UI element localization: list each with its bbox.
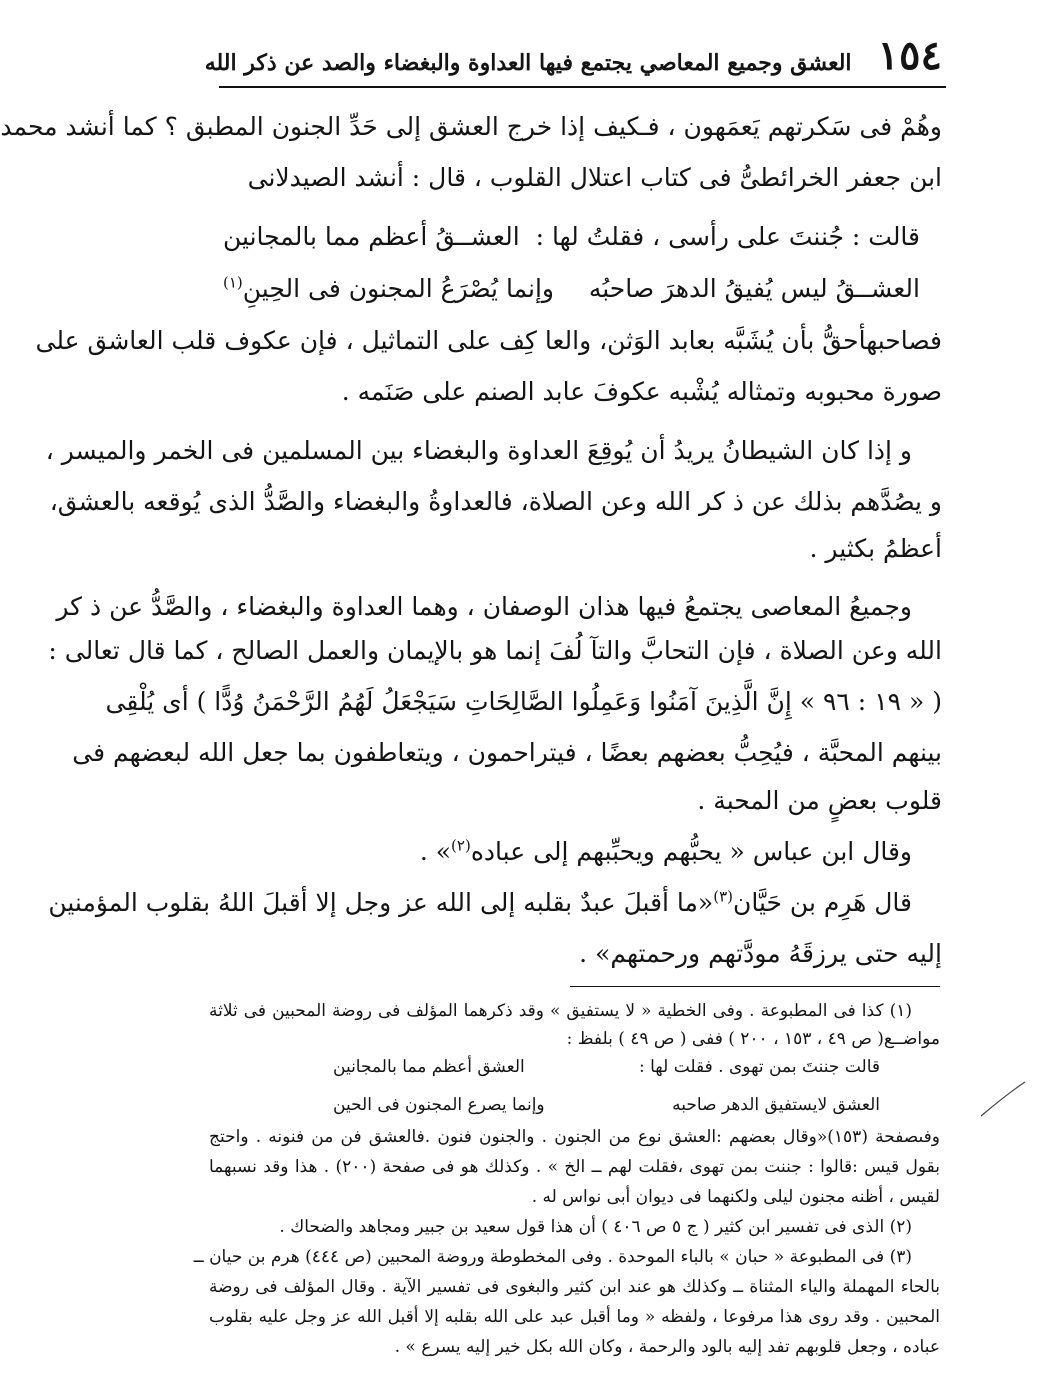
text-line: وجميعُ المعاصى يجتمعُ فيها هذان الوصفان ، وهما العداوة والبغضاء ، والصَّدُّ عن ذ كر	[56, 592, 912, 621]
footnote-rule	[570, 986, 940, 987]
verse-second-hemistich: العشق أعظم مما بالمجانين	[333, 1057, 525, 1077]
footnote-line: (١) كذا فى المطبوعة . وفى الخطية « لا يستفيق » وقد ذكرهما المؤلف فى روضة المحبين فى ثلاثة	[209, 1001, 912, 1021]
text-line: صورة محبوبه وتمثاله يُشْبه عكوفَ عابد الصنم على صَنَمه .	[341, 377, 942, 406]
page-header	[204, 28, 942, 79]
footnote-marker: (٣)	[713, 887, 733, 906]
footnote-line: (٣) فى المطبوعة « حبان » بالباء الموحدة . وفى المخطوطة وروضة المحبين (ص ٤٤٤) هرم بن حيان ــ	[193, 1247, 912, 1267]
footnote-line: مواضــع( ص ٤٩ ، ١٥٣ ، ٢٠٠ ) ففى ( ص ٤٩ ) بلفظ :	[566, 1029, 940, 1049]
footnote-marker: (٢)	[451, 836, 471, 855]
footnote-line: لقيس ، أظنه مجنون ليلى ولكنهما فى ديوان أبى نواس له .	[531, 1187, 940, 1207]
verse-first-hemistich: قالت : جُننتَ على رأسى ، فقلتُ لها :	[535, 222, 920, 251]
verse-second-hemistich: العشــقُ أعظم مما بالمجانين	[223, 222, 520, 251]
text-line: وقال ابن عباس « يحبُّهم ويحبِّبهم إلى عباده$^{(٢)}$» .	[419, 836, 912, 866]
text-line: فصاحبهأحقُّ بأن يُشَبَّه بعابد الوَثن، والعا كِف على التماثيل ، فإن عكوف قلب العاشق على	[35, 326, 942, 355]
footnote-line: (٢) الذى فى تفسير ابن كثير ( ج ٥ ص ٤٠٦ ) أن هذا قول سعيد بن جبير ومجاهد والضحاك .	[279, 1217, 912, 1237]
footnote-verse	[333, 1052, 880, 1082]
text-line: إليه حتى يرزقَهُ مودَّتهم ورحمتهم» .	[579, 939, 942, 968]
footnote-line: المحبين . وقد روى هذا مرفوعا ، ولفظه « وما أقبل عبد على الله بقلبه إلا أقبل الله عز وجل عليه بقلوب	[209, 1307, 940, 1327]
text-line: وهُمْ فى سَكرتهم يَعمَهون ، فـكيف إذا خرج العشق إلى حَدِّ الجنون المطبق ؟ كما أنشد محمد	[0, 112, 942, 141]
footnote-marker: (١)	[223, 273, 243, 292]
text-line: أعظمُ بكثير .	[809, 534, 942, 563]
quran-verse-line: ( « ١٩ : ٩٦ » إِنَّ الَّذِينَ آمَنُوا وَعَمِلُوا الصَّالِحَاتِ سَيَجْعَلُ لَهُمُ الرَّحْمَنُ وُدًّا ) أى يُلْقِى	[105, 687, 942, 716]
poem-verse	[223, 214, 920, 260]
verse-first-hemistich: قالت جننتَ بمن تهوى . فقلت لها :	[639, 1057, 880, 1077]
header-rule	[219, 86, 946, 88]
text-line: و يصُدَّهم بذلك عن ذ كر الله وعن الصلاة، فالعداوةُ والبغضاء والصَّدُّ الذى يُوقعه بالعشق،	[49, 487, 942, 516]
poem-verse	[223, 266, 920, 312]
footnote-verse	[333, 1090, 880, 1120]
text-line: بينهم المحبَّة ، فيُحِبُّ بعضهم بعضًا ، فيتراحمون ، ويتعاطفون بما جعل الله لبعضهم فى	[72, 738, 942, 767]
footnote-line: عباده ، وجعل قلوبهم تفد إليه بالود والرحمة ، وكان الله بكل خير إليه يسرع » .	[394, 1337, 940, 1357]
pen-mark	[979, 1078, 1027, 1120]
verse-second-hemistich: وإنما يصرع المجنون فى الحين	[333, 1095, 545, 1115]
text-line: و إذا كان الشيطانُ يريدُ أن يُوقِعَ العداوة والبغضاء بين المسلمين فى الخمر والميسر ،	[45, 436, 912, 465]
footnote-line: بقول قيس :قالوا : جننت بمن تهوى ،فقلت لهم ــ الخ » . وكذلك هو فى صفحة (٢٠٠) . هذا وقد نسبهما	[209, 1157, 940, 1177]
footnote-line: وفىصفحة (١٥٣)«وقال بعضهم :العشق نوع من الجنون . والجنون فنون .فالعشق فن من فنونه . واحتج	[209, 1127, 940, 1147]
text-line: قال هَرِم بن حَيَّان$^{(٣)}$«ما أقبلَ عبدٌ بقلبه إلى الله عز وجل إلا أقبلَ اللهُ بقلوب المؤمنين	[48, 887, 912, 917]
verse-first-hemistich: العشــقُ ليس يُفيقُ الدهرَ صاحبُه	[588, 274, 920, 303]
verse-second-hemistich: وإنما يُصْرَعُ المجنون فى الحِينِ$^{(١)}$	[223, 273, 554, 303]
footnote-line: بالحاء المهملة والياء المثناة ــ وكذلك هو عند ابن كثير والبغوى فى تفسير الآية . وقال المؤلف فى روضة	[209, 1277, 940, 1297]
verse-first-hemistich: العشق لايستفيق الدهر صاحبه	[672, 1095, 880, 1115]
page-number: ١٥٤	[877, 32, 942, 79]
running-title: العشق وجميع المعاصي يجتمع فيها العداوة والبغضاء والصد عن ذكر الله	[204, 49, 852, 76]
text-line: قلوب بعضٍ من المحبة .	[697, 786, 942, 815]
text-line: الله وعن الصلاة ، فإن التحابَّ والتآ لُفَ إنما هو بالإيمان والعمل الصالح ، كما قال تعالى :	[48, 636, 942, 665]
text-line: ابن جعفر الخرائطىُّ فى كتاب اعتلال القلوب ، قال : أنشد الصيدلانى	[247, 163, 942, 192]
